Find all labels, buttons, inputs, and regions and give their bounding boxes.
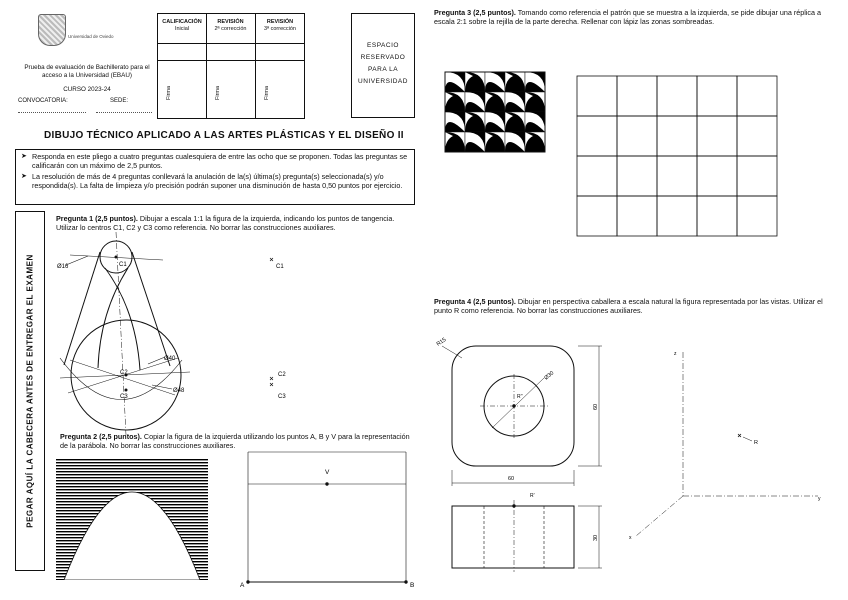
inner-arc-right (98, 268, 128, 368)
pattern-tile (445, 132, 465, 152)
pattern-tile (445, 92, 465, 112)
reserved-line: UNIVERSIDAD (358, 78, 408, 85)
instruction-item: ➤ Responda en este pliego a cuatro preguntas cualesquiera de entre las ocho que se proponen. Todas las preguntas se calificarán con un máximo de 2,5 puntos. (32, 152, 410, 170)
reserved-line: ESPACIO (367, 42, 399, 49)
point-r-leader (743, 437, 752, 441)
label-r-prime: R' (530, 493, 535, 499)
grid-cell[interactable] (617, 116, 657, 156)
point-v (326, 483, 328, 485)
pattern-tile (465, 72, 485, 92)
label-d48: Ø48 (173, 388, 185, 394)
pattern-tile (525, 92, 545, 112)
grid-cell[interactable] (657, 76, 697, 116)
front-view-outline (452, 506, 574, 568)
exam-name: Prueba de evaluación de Bachillerato para el acceso a la Universidad (EBAU) (24, 64, 150, 79)
inner-arc-left (105, 268, 140, 370)
question-3-heading: Pregunta 3 (2,5 puntos). (434, 8, 516, 17)
grade-col-third: REVISIÓN 3ª corrección (264, 19, 296, 32)
point-c3-marker (270, 383, 273, 386)
university-name: Universidad de Oviedo (68, 34, 114, 39)
label-height-60: 60 (593, 403, 599, 410)
course-label: CURSO 2023-24 (63, 86, 111, 93)
grid-cell[interactable] (577, 196, 617, 236)
grid-cell[interactable] (657, 196, 697, 236)
grid-cell[interactable] (697, 76, 737, 116)
reserved-line: PARA LA (367, 66, 399, 73)
pattern-tile (505, 72, 525, 92)
question-4-body: Dibujar en perspectiva caballera a escala natural la figura representada por las vistas. Utilizar el punto R como referencia. No borrar las construcciones auxiliares. (434, 297, 823, 315)
point-r-prime (513, 505, 515, 507)
center-c3 (125, 389, 127, 391)
ref-label-c2: C2 (278, 372, 286, 378)
pattern-tile (465, 132, 485, 152)
sidebar-text: PEGAR AQUÍ LA CABECERA ANTES DE ENTREGAR EL EXAMEN (25, 254, 35, 528)
point-r-dprime (513, 405, 515, 407)
grid-cell[interactable] (657, 116, 697, 156)
label-a: A (240, 582, 245, 589)
grid-cell[interactable] (617, 156, 657, 196)
q1-reference-points (270, 258, 273, 386)
convocatoria-label: CONVOCATORIA: (18, 98, 68, 104)
pattern-tile (505, 132, 525, 152)
label-r15: R15 (435, 336, 448, 348)
grid-cell[interactable] (657, 156, 697, 196)
grade-col-second: REVISIÓN 2ª corrección (214, 19, 247, 32)
label-c3: C3 (120, 394, 128, 400)
grid-cell[interactable] (617, 76, 657, 116)
label-v: V (325, 469, 330, 476)
question-3-body: Tomando como referencia el patrón que se muestra a la izquierda, se pide dibujar una réplica a escala 2:1 sobre la rejilla de la parte derecha. Rellenar con lápiz las zonas sombreadas. (434, 8, 821, 26)
grid-cell[interactable] (737, 116, 777, 156)
tangent-left (64, 252, 100, 365)
reserved-line: RESERVADO (360, 54, 406, 61)
question-4-axes (636, 352, 818, 536)
point-a (247, 581, 249, 583)
point-c2-marker (270, 377, 273, 380)
grid-cell[interactable] (697, 156, 737, 196)
ref-label-c1: C1 (276, 264, 284, 270)
question-3-pattern (445, 72, 545, 152)
question-4-heading: Pregunta 4 (2,5 puntos). (434, 297, 516, 306)
question-4-views (442, 346, 602, 572)
pattern-tile (485, 112, 505, 132)
grid-cell[interactable] (737, 76, 777, 116)
pattern-tile (445, 72, 465, 92)
grid-cell[interactable] (577, 116, 617, 156)
pattern-tile (505, 92, 525, 112)
label-point-r: R (754, 440, 758, 446)
question-2-heading: Pregunta 2 (2,5 puntos). (60, 432, 142, 441)
pattern-tile (485, 92, 505, 112)
label-axis-x: x (629, 535, 632, 541)
question-1-body: Dibujar a escala 1:1 la figura de la izquierda, indicando los puntos de tangencia. Utilizar lo centros C1, C2 y C3 como referencia. No borrar las construcciones auxiliares. (56, 214, 395, 232)
label-d30: Ø30 (543, 370, 556, 382)
ref-label-c3: C3 (278, 394, 286, 400)
center-c1 (115, 256, 117, 258)
pattern-tile (465, 92, 485, 112)
grid-cell[interactable] (737, 196, 777, 236)
instruction-item: ➤ La resolución de más de 4 preguntas conllevará la anulación de la(s) última(s) pregunta(s) seleccionada(s) y/o respondida(s). La falta de limpieza y/o precisión podrán suponer una disminución de hasta 0,50 puntos por ejercicio. (32, 172, 410, 190)
question-3-answer-grid (577, 76, 777, 236)
pattern-tile (525, 112, 545, 132)
grid-cell[interactable] (737, 156, 777, 196)
axis-x (636, 496, 683, 536)
exam-title: DIBUJO TÉCNICO APLICADO A LAS ARTES PLÁSTICAS Y EL DISEÑO II (44, 130, 404, 141)
dim-leader-d30 (492, 378, 544, 428)
firma-label: Firma (166, 85, 172, 100)
label-r-dprime: R'' (517, 394, 523, 400)
grid-cell[interactable] (577, 156, 617, 196)
grid-cell[interactable] (577, 76, 617, 116)
grid-cell[interactable] (697, 116, 737, 156)
pattern-tile (485, 132, 505, 152)
label-c1: C1 (119, 262, 127, 268)
label-b: B (410, 582, 415, 589)
sede-label: SEDE: (110, 98, 129, 104)
label-c2: C2 (120, 370, 128, 376)
firma-label: Firma (264, 85, 270, 100)
label-d16: Ø16 (57, 264, 69, 270)
grid-cell[interactable] (617, 196, 657, 236)
label-depth-30: 30 (593, 534, 599, 541)
point-b (405, 581, 407, 583)
question-2-figure (56, 459, 208, 580)
grade-col-initial: CALIFICACIÓN Inicial (162, 19, 202, 32)
pattern-tile (465, 112, 485, 132)
pattern-tile (525, 72, 545, 92)
pattern-tile (525, 132, 545, 152)
dim-leader-r15 (442, 346, 462, 358)
grid-cell[interactable] (697, 196, 737, 236)
pattern-tile (485, 72, 505, 92)
label-width-60: 60 (508, 476, 515, 482)
label-d40: Ø40 (164, 356, 176, 362)
label-axis-y: y (818, 496, 821, 502)
label-axis-z: z (674, 351, 677, 357)
pattern-tile (445, 112, 465, 132)
dim-leader-d16 (66, 256, 88, 265)
point-c1-marker (270, 258, 273, 261)
pattern-tile (505, 112, 525, 132)
question-2-body: Copiar la figura de la izquierda utilizando los puntos A, B y V para la representación de la parábola. No borrar las construcciones auxiliares. (60, 432, 410, 450)
point-r-marker (738, 434, 741, 437)
firma-label: Firma (215, 85, 221, 100)
question-1-heading: Pregunta 1 (2,5 puntos). (56, 214, 138, 223)
